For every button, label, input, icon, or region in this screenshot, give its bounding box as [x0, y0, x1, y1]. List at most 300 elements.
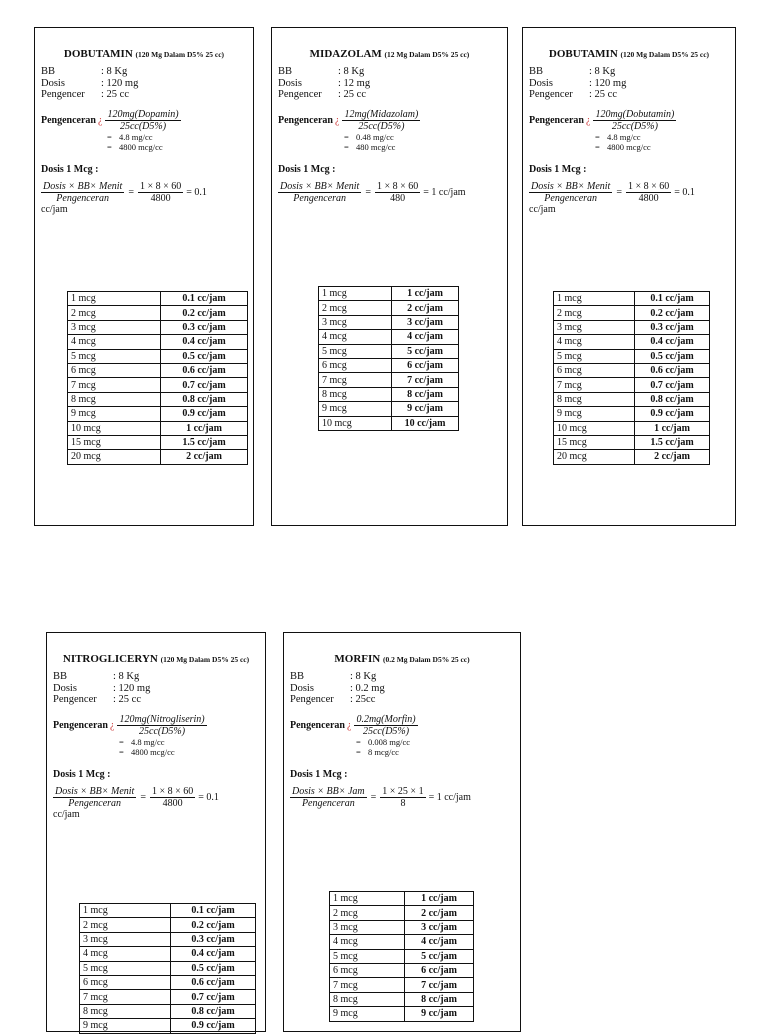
concentration-value: 0.008 mg/cc	[368, 736, 411, 747]
dose-row	[278, 78, 501, 90]
bb-value: : 8 Kg	[589, 66, 616, 77]
card-title	[278, 48, 501, 61]
dose-cell: 1 mcg	[554, 292, 635, 306]
dose-cell: 2 mcg	[68, 306, 161, 320]
concentration-line	[107, 132, 247, 142]
fraction-numerator: 120mg(Dobutamin)	[595, 108, 675, 120]
dose-cell: 9 mcg	[68, 407, 161, 421]
table-row	[68, 363, 248, 377]
dose-heading: Dosis 1 Mcg :	[41, 163, 99, 175]
dose-cell: 1 mcg	[330, 892, 405, 906]
card-subtitle: (12 Mg Dalam D5% 25 cc)	[384, 50, 470, 59]
dose-value: : 120 mg	[589, 77, 627, 89]
fraction-denominator: 25cc(D5%)	[362, 725, 410, 737]
rate-cell: 2 cc/jam	[635, 450, 710, 464]
table-row	[68, 378, 248, 392]
table-row	[554, 292, 710, 306]
card-title	[53, 653, 259, 666]
bb-row	[41, 66, 247, 78]
dose-cell: 3 mcg	[319, 315, 392, 329]
rate-cell: 0.8 cc/jam	[635, 392, 710, 406]
table-row	[330, 906, 474, 920]
concentration-value: 480 mcg/cc	[356, 141, 396, 152]
dose-cell: 2 mcg	[554, 306, 635, 320]
rate-result: = 0.1	[186, 186, 207, 198]
rate-cell: 2 cc/jam	[161, 450, 248, 464]
concentration-value: 4800 mcg/cc	[131, 746, 175, 757]
drug-name: DOBUTAMIN	[548, 48, 618, 60]
rate-cell: 0.7 cc/jam	[161, 378, 248, 392]
rate-cell: 0.2 cc/jam	[635, 306, 710, 320]
rate-cell: 9 cc/jam	[392, 402, 459, 416]
dose-cell: 7 mcg	[330, 978, 405, 992]
dose-cell: 9 mcg	[80, 1019, 171, 1033]
table-row	[554, 335, 710, 349]
formula-fraction	[278, 181, 361, 204]
table-row	[80, 947, 256, 961]
equals-sign: =	[616, 186, 622, 198]
fraction-numerator: 0.2mg(Morfin)	[356, 713, 416, 725]
concentration-line	[595, 132, 729, 142]
calc-fraction	[380, 786, 425, 809]
dose-cell: 8 mcg	[330, 992, 405, 1006]
bb-value: : 8 Kg	[113, 671, 140, 682]
calc-denominator: 4800	[162, 797, 183, 809]
table-row	[80, 961, 256, 975]
formula-fraction	[529, 181, 612, 204]
dose-cell: 9 mcg	[330, 1007, 405, 1021]
drug-card	[522, 27, 736, 526]
dose-cell: 10 mcg	[554, 421, 635, 435]
formula-denominator: Pengenceran	[293, 192, 347, 204]
calc-numerator: 1 × 8 × 60	[376, 180, 419, 192]
dose-cell: 7 mcg	[319, 373, 392, 387]
rate-cell: 0.5 cc/jam	[171, 961, 256, 975]
dose-cell: 15 mcg	[554, 435, 635, 449]
dose-value: : 0.2 mg	[350, 682, 385, 694]
concentration-line	[119, 737, 259, 747]
table-row	[554, 349, 710, 363]
rate-cell: 0.1 cc/jam	[161, 292, 248, 306]
diluent-row	[53, 694, 259, 706]
table-row	[68, 306, 248, 320]
dose-heading: Dosis 1 Mcg :	[290, 768, 348, 780]
diluent-label: Pengencer	[278, 89, 322, 100]
calc-fraction	[150, 786, 195, 809]
diluent-value: : 25 cc	[338, 89, 366, 100]
rate-cell: 0.9 cc/jam	[171, 1019, 256, 1033]
calc-denominator: 8	[400, 797, 406, 809]
table-row	[554, 435, 710, 449]
rate-cell: 8 cc/jam	[392, 387, 459, 401]
drug-name: DOBUTAMIN	[63, 48, 133, 60]
dose-value: : 120 mg	[113, 682, 151, 694]
concentration-line	[344, 142, 501, 152]
drug-name: NITROGLICERYN	[62, 653, 158, 665]
dose-cell: 3 mcg	[554, 320, 635, 334]
dilution-fraction	[593, 109, 676, 132]
concentration-line	[595, 142, 729, 152]
card-title	[290, 653, 514, 666]
diluent-value: : 25 cc	[113, 694, 141, 705]
rate-cell: 6 cc/jam	[392, 358, 459, 372]
rate-cell: 2 cc/jam	[392, 301, 459, 315]
rate-cell: 0.8 cc/jam	[161, 392, 248, 406]
calc-fraction	[138, 181, 183, 204]
dose-row	[53, 683, 259, 695]
equals-sign: =	[595, 131, 600, 142]
table-row	[319, 287, 459, 301]
diluent-label: Pengencer	[290, 694, 334, 705]
diluent-row	[41, 89, 247, 101]
dilution-label: Pengenceran	[290, 719, 345, 731]
dose-row	[290, 683, 514, 695]
bb-label: BB	[529, 66, 544, 77]
rate-result: = 1 cc/jam	[428, 791, 471, 803]
equals-sign: =	[119, 746, 124, 757]
patient-info	[53, 671, 259, 706]
bb-row	[529, 66, 729, 78]
equals-sign: =	[344, 131, 349, 142]
concentration-results	[595, 132, 729, 152]
dose-cell: 20 mcg	[554, 450, 635, 464]
rate-cell: 0.2 cc/jam	[171, 918, 256, 932]
dose-cell: 6 mcg	[68, 363, 161, 377]
rate-cell: 4 cc/jam	[405, 935, 474, 949]
diluent-label: Pengencer	[41, 89, 85, 100]
rate-cell: 1.5 cc/jam	[635, 435, 710, 449]
table-row	[68, 421, 248, 435]
card-subtitle: (0.2 Mg Dalam D5% 25 cc)	[382, 655, 470, 664]
drug-card	[34, 27, 254, 526]
table-row	[68, 292, 248, 306]
formula-denominator: Pengenceran	[68, 797, 122, 809]
rate-formula	[278, 181, 501, 204]
concentration-value: 0.48 mg/cc	[356, 131, 394, 142]
rate-cell: 0.5 cc/jam	[635, 349, 710, 363]
dose-cell: 15 mcg	[68, 435, 161, 449]
rate-cell: 0.1 cc/jam	[171, 904, 256, 918]
table-row	[80, 904, 256, 918]
equals-sign: =	[119, 736, 124, 747]
calc-numerator: 1 × 8 × 60	[139, 180, 182, 192]
table-row	[330, 949, 474, 963]
calc-fraction	[375, 181, 420, 204]
rate-formula	[529, 181, 729, 204]
rate-result: = 0.1	[674, 186, 695, 198]
dose-cell: 6 mcg	[319, 358, 392, 372]
fraction-denominator: 25cc(D5%)	[119, 120, 167, 132]
rate-cell: 0.8 cc/jam	[171, 1004, 256, 1018]
table-row	[330, 978, 474, 992]
dose-cell: 4 mcg	[554, 335, 635, 349]
dose-label: Dosis	[41, 77, 65, 89]
concentration-value: 4.8 mg/cc	[119, 131, 153, 142]
fraction-numerator: 12mg(Midazolam)	[344, 108, 419, 120]
drug-name: MORFIN	[334, 653, 381, 665]
diluent-row	[290, 694, 514, 706]
dose-cell: 8 mcg	[80, 1004, 171, 1018]
patient-info	[529, 66, 729, 101]
table-row	[319, 315, 459, 329]
rate-cell: 1 cc/jam	[405, 892, 474, 906]
rate-cell: 0.4 cc/jam	[635, 335, 710, 349]
dilution-fraction	[117, 714, 206, 737]
dose-heading: Dosis 1 Mcg :	[278, 163, 336, 175]
rate-cell: 5 cc/jam	[392, 344, 459, 358]
dose-heading: Dosis 1 Mcg :	[529, 163, 587, 175]
inverted-question-glyph: ¿	[335, 114, 340, 126]
rate-formula	[53, 786, 259, 809]
table-row	[80, 990, 256, 1004]
rate-cell: 7 cc/jam	[405, 978, 474, 992]
dose-cell: 7 mcg	[554, 378, 635, 392]
card-subtitle: (120 Mg Dalam D5% 25 cc)	[620, 50, 710, 59]
concentration-results	[344, 132, 501, 152]
table-row	[319, 373, 459, 387]
patient-info	[290, 671, 514, 706]
rate-cell: 0.6 cc/jam	[635, 363, 710, 377]
rate-cell: 0.6 cc/jam	[161, 363, 248, 377]
bb-label: BB	[290, 671, 305, 682]
table-row	[68, 450, 248, 464]
rate-cell: 1 cc/jam	[161, 421, 248, 435]
dose-rate-table	[329, 891, 474, 1022]
rate-cell: 0.7 cc/jam	[635, 378, 710, 392]
rate-cell: 9 cc/jam	[405, 1007, 474, 1021]
card-subtitle: (120 Mg Dalam D5% 25 cc)	[160, 655, 250, 664]
rate-cell: 3 cc/jam	[405, 920, 474, 934]
dose-cell: 1 mcg	[68, 292, 161, 306]
patient-info	[278, 66, 501, 101]
table-row	[330, 963, 474, 977]
dilution-fraction	[105, 109, 180, 132]
dose-cell: 6 mcg	[80, 975, 171, 989]
dose-label: Dosis	[53, 682, 77, 694]
formula-numerator: Dosis × BB× Menit	[280, 180, 360, 192]
rate-cell: 0.4 cc/jam	[171, 947, 256, 961]
table-row	[68, 335, 248, 349]
table-row	[554, 407, 710, 421]
concentration-results	[356, 737, 514, 757]
rate-result-unit: cc/jam	[529, 203, 556, 215]
dose-cell: 4 mcg	[319, 330, 392, 344]
table-row	[80, 918, 256, 932]
concentration-value: 4.8 mg/cc	[607, 131, 641, 142]
drug-card	[46, 632, 266, 1032]
concentration-results	[107, 132, 247, 152]
equals-sign: =	[344, 141, 349, 152]
dose-cell: 5 mcg	[330, 949, 405, 963]
table-row	[554, 320, 710, 334]
dilution-label: Pengenceran	[41, 114, 96, 126]
dilution-formula	[290, 714, 514, 737]
rate-result-unit: cc/jam	[41, 203, 68, 215]
rate-cell: 1 cc/jam	[392, 287, 459, 301]
bb-value: : 8 Kg	[101, 66, 128, 77]
dose-cell: 2 mcg	[330, 906, 405, 920]
fraction-numerator: 120mg(Nitrogliserin)	[119, 713, 205, 725]
concentration-value: 8 mcg/cc	[368, 746, 399, 757]
fraction-denominator: 25cc(D5%)	[139, 725, 186, 737]
table-row	[554, 306, 710, 320]
equals-sign: =	[107, 141, 112, 152]
table-row	[319, 402, 459, 416]
dose-cell: 9 mcg	[554, 407, 635, 421]
table-row	[319, 416, 459, 430]
table-row	[330, 1007, 474, 1021]
dilution-fraction	[354, 714, 417, 737]
dose-value: : 120 mg	[101, 77, 139, 89]
diluent-row	[529, 89, 729, 101]
dilution-formula	[278, 109, 501, 132]
rate-cell: 5 cc/jam	[405, 949, 474, 963]
calc-numerator: 1 × 8 × 60	[627, 180, 670, 192]
dose-rate-table	[318, 286, 459, 431]
equals-sign: =	[356, 736, 361, 747]
rate-cell: 0.5 cc/jam	[161, 349, 248, 363]
dose-label: Dosis	[278, 77, 302, 89]
rate-cell: 8 cc/jam	[405, 992, 474, 1006]
rate-cell: 1.5 cc/jam	[161, 435, 248, 449]
dose-cell: 5 mcg	[554, 349, 635, 363]
equals-sign: =	[595, 141, 600, 152]
rate-cell: 0.3 cc/jam	[171, 932, 256, 946]
table-row	[80, 1019, 256, 1033]
rate-cell: 0.7 cc/jam	[171, 990, 256, 1004]
table-row	[319, 301, 459, 315]
calc-numerator: 1 × 25 × 1	[382, 785, 424, 797]
concentration-line	[356, 737, 514, 747]
bb-row	[278, 66, 501, 78]
formula-fraction	[290, 786, 367, 809]
table-row	[554, 392, 710, 406]
dilution-formula	[529, 109, 729, 132]
bb-value: : 8 Kg	[350, 671, 377, 682]
concentration-line	[344, 132, 501, 142]
rate-result-unit: cc/jam	[53, 808, 80, 820]
dilution-fraction	[342, 109, 420, 132]
table-row	[80, 1004, 256, 1018]
formula-numerator: Dosis × BB× Menit	[531, 180, 611, 192]
rate-cell: 0.9 cc/jam	[635, 407, 710, 421]
dose-cell: 10 mcg	[319, 416, 392, 430]
fraction-denominator: 25cc(D5%)	[611, 120, 658, 132]
rate-cell: 3 cc/jam	[392, 315, 459, 329]
table-row	[80, 932, 256, 946]
concentration-value: 4.8 mg/cc	[131, 736, 165, 747]
table-row	[554, 378, 710, 392]
formula-denominator: Pengenceran	[544, 192, 598, 204]
dilution-label: Pengenceran	[529, 114, 584, 126]
table-row	[68, 407, 248, 421]
dose-cell: 3 mcg	[68, 320, 161, 334]
dose-cell: 4 mcg	[80, 947, 171, 961]
diluent-value: : 25 cc	[589, 89, 617, 100]
dilution-label: Pengenceran	[53, 719, 108, 731]
bb-label: BB	[41, 66, 56, 77]
rate-cell: 4 cc/jam	[392, 330, 459, 344]
table-row	[554, 421, 710, 435]
calc-denominator: 4800	[150, 192, 171, 204]
concentration-line	[107, 142, 247, 152]
equals-sign: =	[370, 791, 377, 803]
inverted-question-glyph: ¿	[110, 719, 115, 731]
rate-formula	[290, 786, 514, 809]
card-title	[529, 48, 729, 61]
equals-sign: =	[365, 186, 371, 198]
table-row	[554, 363, 710, 377]
rate-cell: 10 cc/jam	[392, 416, 459, 430]
dose-cell: 4 mcg	[68, 335, 161, 349]
dilution-formula	[53, 714, 259, 737]
diluent-label: Pengencer	[529, 89, 573, 100]
formula-numerator: Dosis × BB× Jam	[292, 785, 365, 797]
calc-denominator: 480	[390, 192, 406, 204]
equals-sign: =	[140, 791, 146, 803]
dose-label: Dosis	[529, 77, 553, 89]
rate-cell: 0.3 cc/jam	[161, 320, 248, 334]
dose-cell: 8 mcg	[554, 392, 635, 406]
table-row	[319, 358, 459, 372]
dose-cell: 7 mcg	[80, 990, 171, 1004]
card-title	[41, 48, 247, 61]
card-subtitle: (120 Mg Dalam D5% 25 cc)	[135, 50, 225, 59]
fraction-numerator: 120mg(Dopamin)	[107, 108, 179, 120]
dose-cell: 7 mcg	[68, 378, 161, 392]
table-row	[554, 450, 710, 464]
fraction-denominator: 25cc(D5%)	[358, 120, 405, 132]
table-row	[330, 920, 474, 934]
table-row	[319, 344, 459, 358]
bb-value: : 8 Kg	[338, 66, 365, 77]
bb-row	[290, 671, 514, 683]
dose-cell: 2 mcg	[80, 918, 171, 932]
bb-row	[53, 671, 259, 683]
drug-name: MIDAZOLAM	[309, 48, 382, 60]
formula-numerator: Dosis × BB× Menit	[43, 180, 123, 192]
drug-card	[271, 27, 508, 526]
dose-cell: 9 mcg	[319, 402, 392, 416]
concentration-value: 4800 mcg/cc	[119, 141, 163, 152]
rate-result: = 1 cc/jam	[423, 186, 466, 198]
rate-cell: 2 cc/jam	[405, 906, 474, 920]
inverted-question-glyph: ¿	[347, 719, 352, 731]
concentration-line	[356, 747, 514, 757]
patient-info	[41, 66, 247, 101]
formula-fraction	[53, 786, 136, 809]
table-row	[319, 330, 459, 344]
formula-denominator: Pengenceran	[301, 797, 355, 809]
concentration-results	[119, 737, 259, 757]
table-row	[319, 387, 459, 401]
rate-cell: 1 cc/jam	[635, 421, 710, 435]
dose-label: Dosis	[290, 682, 314, 694]
dose-cell: 6 mcg	[554, 363, 635, 377]
rate-cell: 6 cc/jam	[405, 963, 474, 977]
rate-cell: 7 cc/jam	[392, 373, 459, 387]
formula-numerator: Dosis × BB× Menit	[55, 785, 135, 797]
rate-cell: 0.6 cc/jam	[171, 975, 256, 989]
dose-cell: 4 mcg	[330, 935, 405, 949]
calc-denominator: 4800	[638, 192, 659, 204]
diluent-row	[278, 89, 501, 101]
equals-sign: =	[128, 186, 134, 198]
equals-sign: =	[107, 131, 112, 142]
dose-row	[41, 78, 247, 90]
dose-cell: 1 mcg	[319, 287, 392, 301]
formula-fraction	[41, 181, 124, 204]
